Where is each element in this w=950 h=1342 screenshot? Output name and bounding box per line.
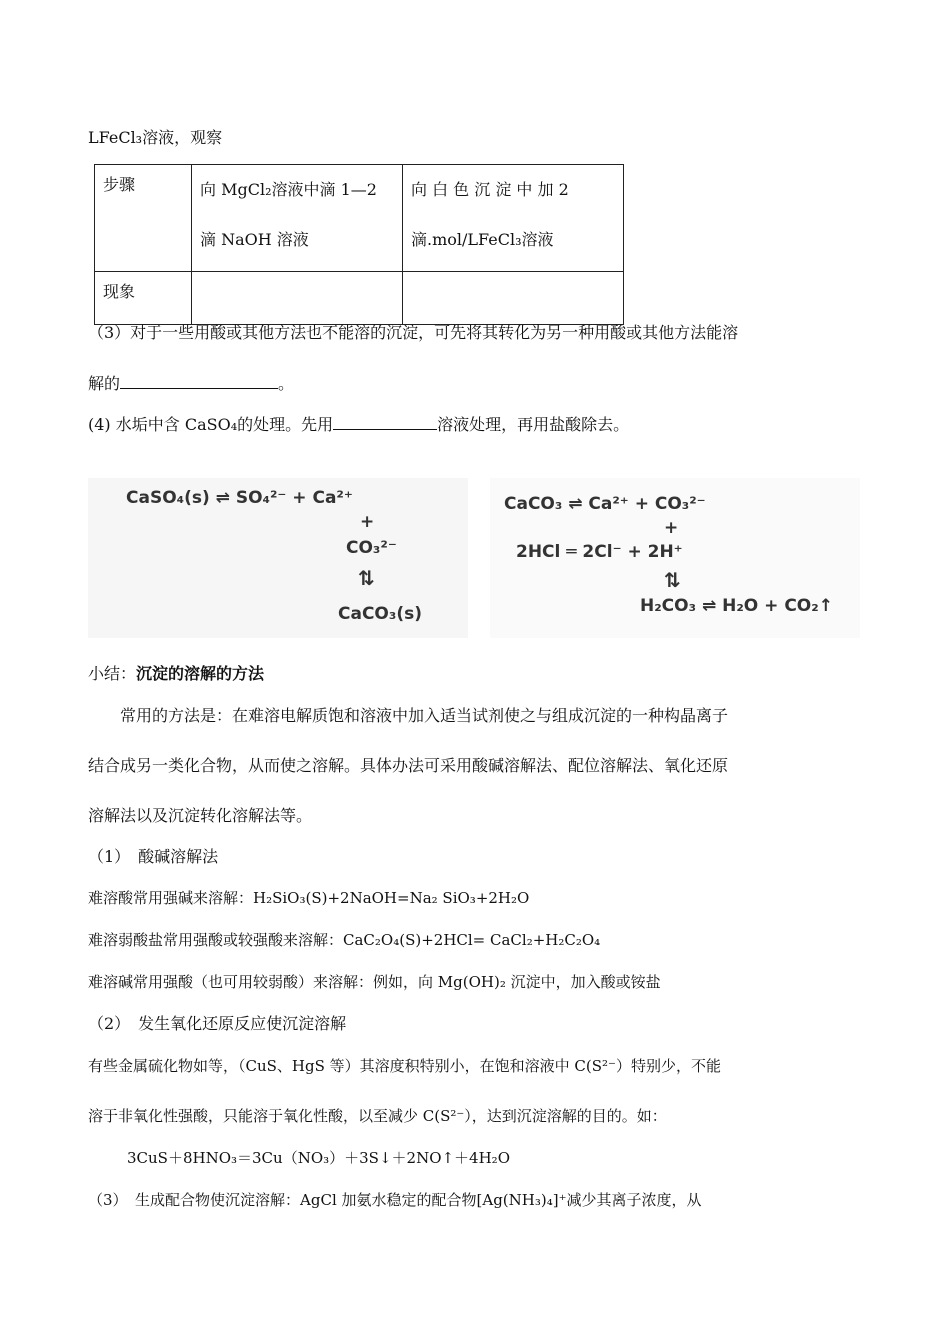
top-line: LFeCl₃溶液，观察 xyxy=(88,128,223,147)
carbonate-ion: CO₃²⁻ xyxy=(346,538,397,558)
table-row xyxy=(95,272,624,325)
question-3-line-2 xyxy=(88,372,294,395)
section-2-equation: 3CuS＋8HNO₃＝3Cu（NO₃）＋3S↓＋2NO↑＋4H₂O xyxy=(127,1149,510,1167)
caco3-equilibrium: CaCO₃ ⇌ Ca²⁺ + CO₃²⁻ xyxy=(504,494,706,514)
section-2-heading: （2） 发生氧化还原反应使沉淀溶解 xyxy=(88,1014,347,1033)
plus-sign: + xyxy=(360,512,375,532)
answer-blank-3[interactable] xyxy=(120,372,278,389)
table-row xyxy=(95,165,624,272)
caco3-dissolution-figure xyxy=(490,478,860,638)
paragraph-line-2: 结合成另一类化合物，从而使之溶解。具体办法可采用酸碱溶解法、配位溶解法、氧化还原 xyxy=(88,756,729,775)
question-3-period: 。 xyxy=(278,374,295,393)
table-cell-phenomenon-1 xyxy=(192,272,403,325)
question-4-text-b: 溶液处理，再用盐酸除去。 xyxy=(437,415,630,434)
equilibrium-arrow: ⇅ xyxy=(664,568,681,592)
equilibrium-arrow: ⇅ xyxy=(358,566,375,590)
table-cell-phenomenon-2 xyxy=(403,272,624,325)
table-cell-phenomenon-header: 现象 xyxy=(95,272,192,325)
section-3-line: （3） 生成配合物使沉淀溶解：AgCl 加氨水稳定的配合物[Ag(NH₃)₄]⁺减少其离子浓度，从 xyxy=(88,1191,702,1209)
question-4-line xyxy=(88,413,629,436)
plus-sign: + xyxy=(664,518,679,538)
summary-heading xyxy=(88,663,264,685)
paragraph-line-3: 溶解法以及沉淀转化溶解法等。 xyxy=(88,806,313,825)
section-2-line-2: 溶于非氧化性强酸，只能溶于氧化性酸，以至减少 C(S²⁻），达到沉淀溶解的目的。如： xyxy=(88,1107,667,1125)
section-1-line-3: 难溶碱常用强酸（也可用较弱酸）来溶解：例如，向 Mg(OH)₂ 沉淀中，加入酸或铵盐 xyxy=(88,973,661,991)
question-3-text: 解的 xyxy=(88,374,121,393)
table-cell-step-header: 步骤 xyxy=(95,165,192,272)
table-cell-step-2: 向 白 色 沉 淀 中 加 2 滴.mol/LFeCl₃溶液 xyxy=(403,165,624,272)
experiment-table xyxy=(94,164,624,325)
section-1-line-1: 难溶酸常用强碱来溶解：H₂SiO₃(S)+2NaOH=Na₂ SiO₃+2H₂O xyxy=(88,889,530,907)
question-4-text-a: (4) 水垢中含 CaSO₄的处理。先用 xyxy=(88,415,334,434)
section-2-line-1: 有些金属硫化物如等，（CuS、HgS 等）其溶度积特别小，在饱和溶液中 C(S²⁻）特别少，不能 xyxy=(88,1057,721,1075)
caso4-conversion-figure xyxy=(88,478,468,638)
section-1-heading: （1） 酸碱溶解法 xyxy=(88,847,219,866)
table-cell-step-1: 向 MgCl₂溶液中滴 1—2 滴 NaOH 溶液 xyxy=(192,165,403,272)
caco3-precipitate: CaCO₃(s) xyxy=(338,604,422,624)
summary-title: 沉淀的溶解的方法 xyxy=(136,664,265,683)
caso4-equilibrium: CaSO₄(s) ⇌ SO₄²⁻ + Ca²⁺ xyxy=(126,488,353,508)
carbonic-acid-decomposition: H₂CO₃ ⇌ H₂O + CO₂↑ xyxy=(640,596,833,616)
question-3-line-1: （3）对于一些用酸或其他方法也不能溶的沉淀，可先将其转化为另一种用酸或其他方法能溶 xyxy=(88,323,739,342)
paragraph-line-1: 常用的方法是：在难溶电解质饱和溶液中加入适当试剂使之与组成沉淀的一种构晶离子 xyxy=(120,706,729,725)
summary-label: 小结： xyxy=(88,664,137,683)
answer-blank-4[interactable] xyxy=(333,413,437,430)
hcl-ionization: 2HCl ═ 2Cl⁻ + 2H⁺ xyxy=(516,542,683,562)
section-1-line-2: 难溶弱酸盐常用强酸或较强酸来溶解：CaC₂O₄(S)+2HCl= CaCl₂+H₂C₂O₄ xyxy=(88,931,601,949)
